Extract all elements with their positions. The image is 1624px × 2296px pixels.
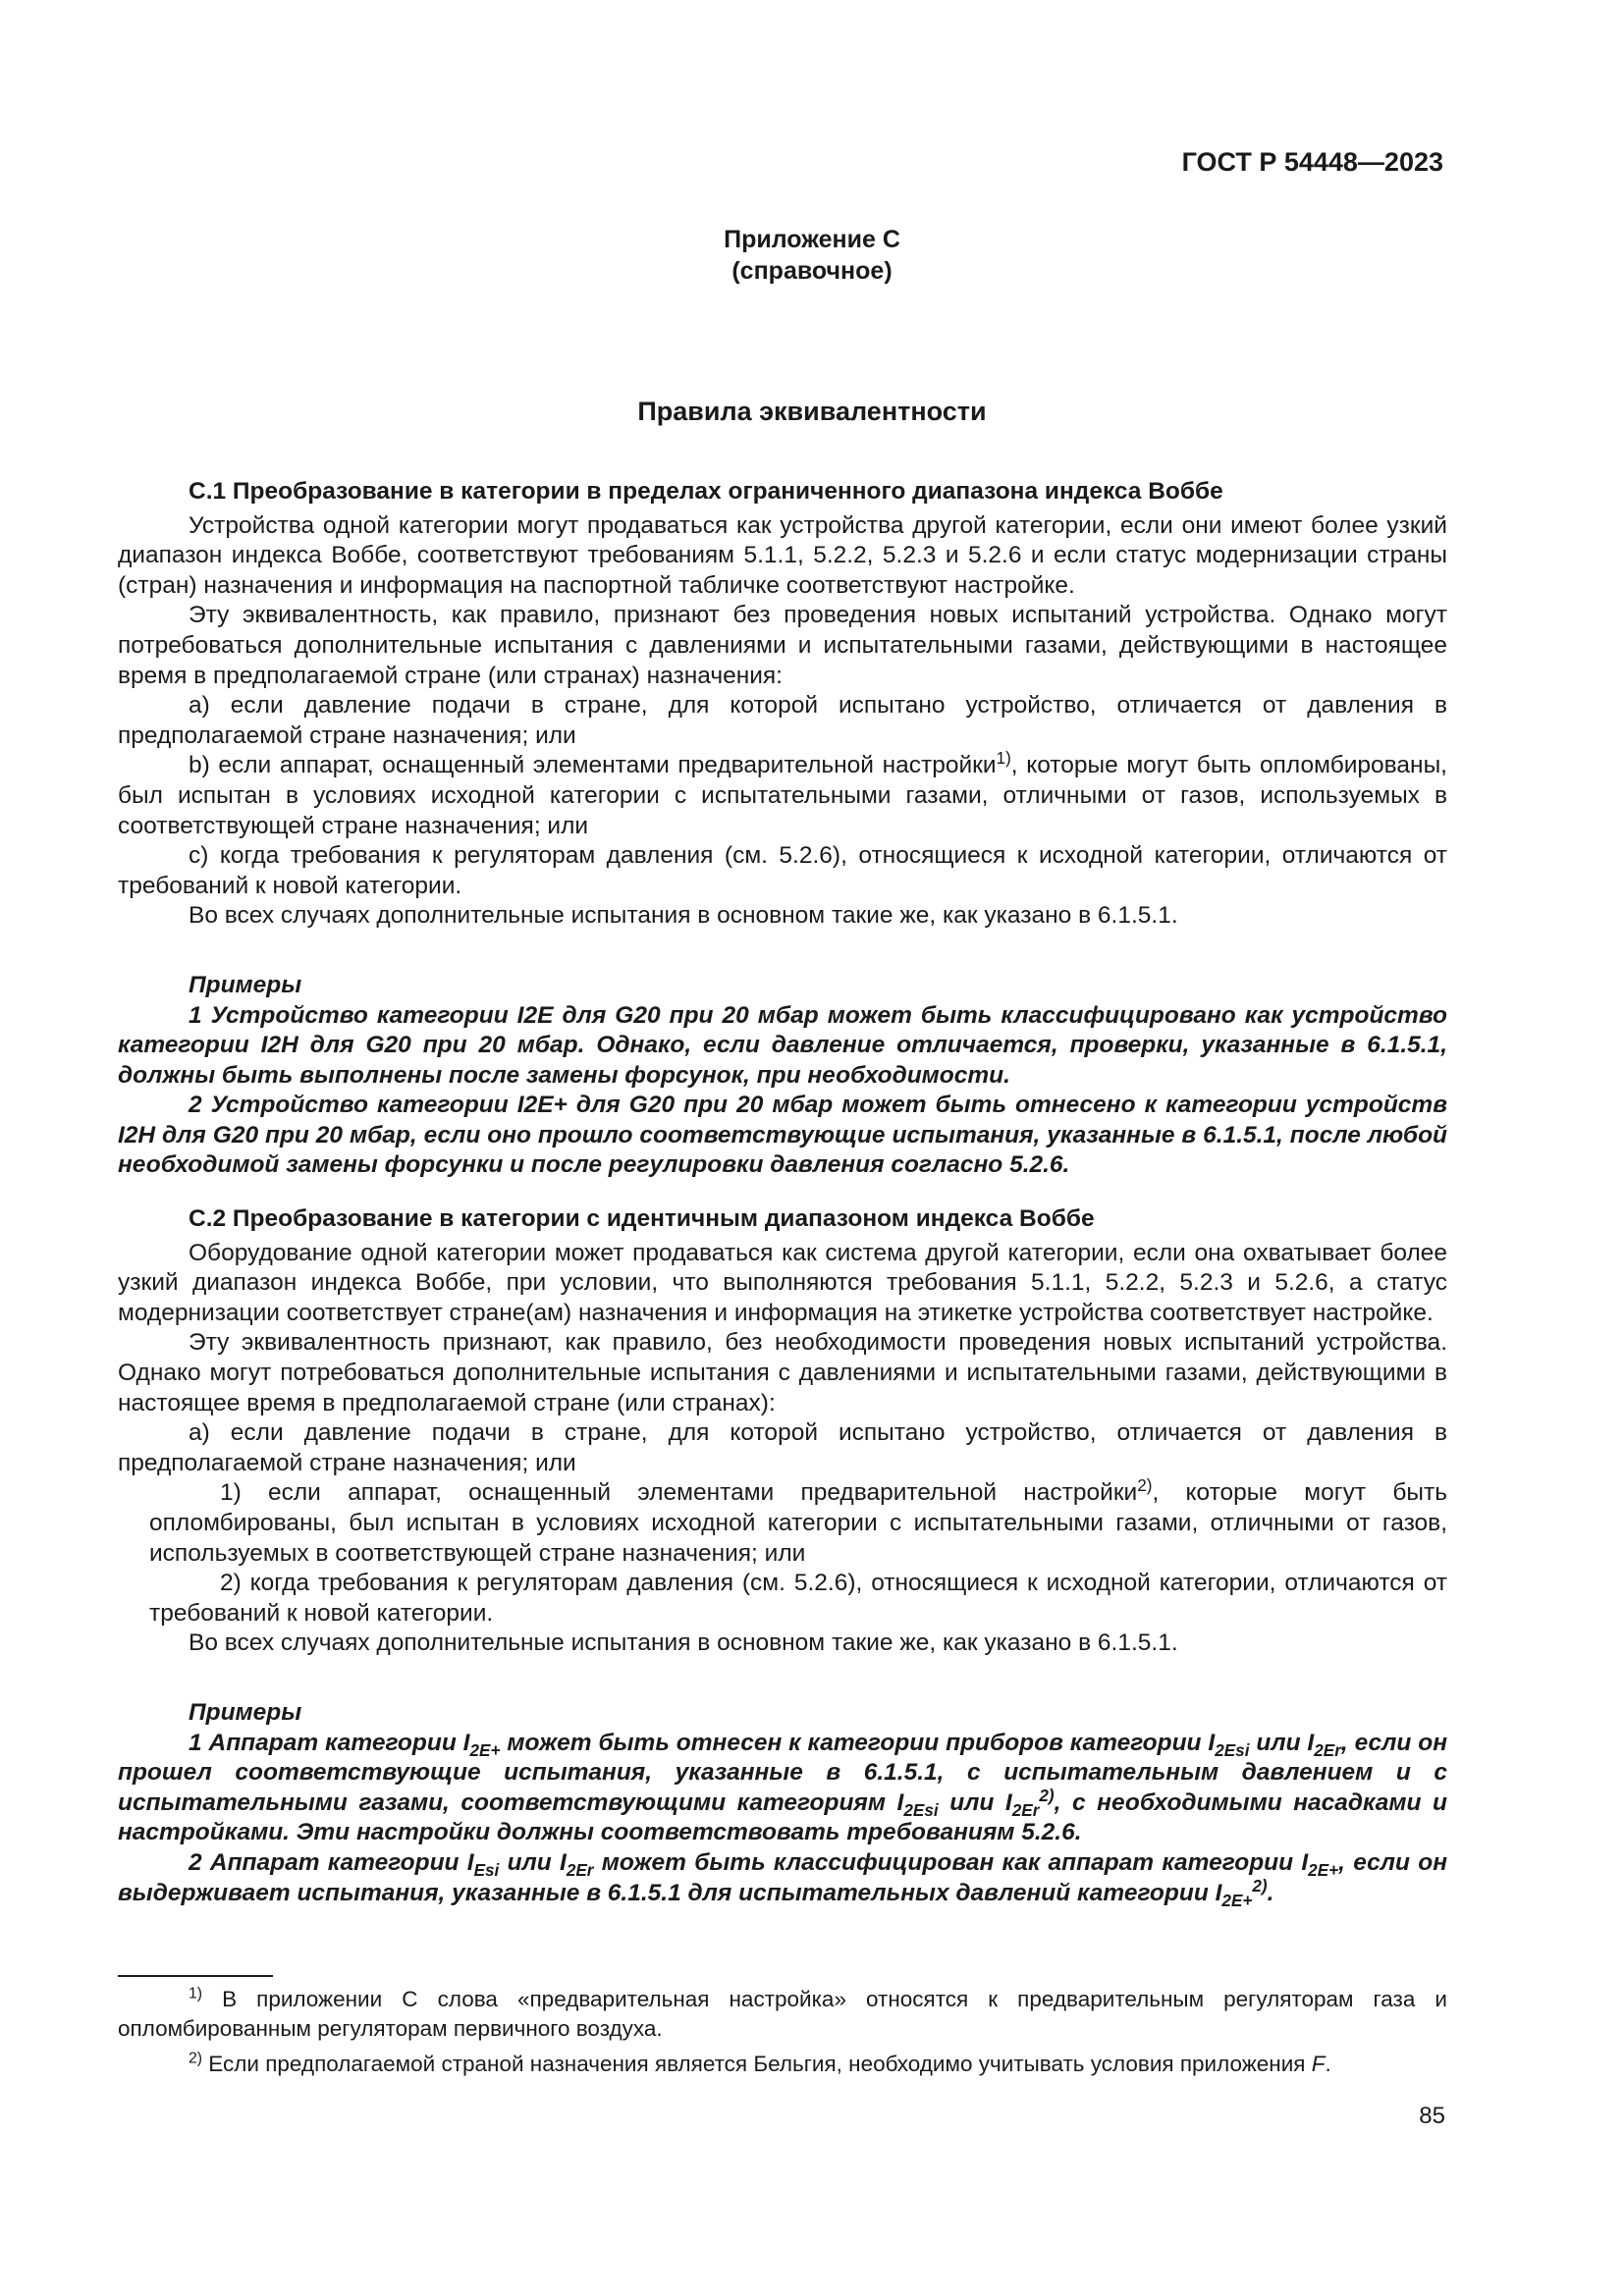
example-item: 2 Устройство категории I2E+ для G20 при 20 мбар может быть отнесено к категории устройств I2H для G20 при 20 мбар, если оно прошло соответствующие испытания, указанные в 6.1.5.1, после любой необходимой замены форсунки и после регулировки давления согласно 5.2.6. [118, 1092, 1447, 1179]
sub-list-item: 1) если аппарат, оснащенный элементами предварительной настройки$^{2)}$, которые могут быть опломбированы, был испытан в условиях исходной категории с испытательными газами, отличными от газов, используемых в соответствующей стране назначения; или [149, 1475, 1447, 1567]
page-number: 85 [1419, 2103, 1445, 2129]
footnote-ref[interactable]: 2) [1137, 1475, 1153, 1496]
annex-heading [0, 224, 1624, 287]
list-item: c) когда требования к регуляторам давления (см. 5.2.6), относящиеся к исходной категории, отличаются от требований к новой категории. [118, 842, 1447, 899]
footnote-2: $^{2)}$ Если предполагаемой страной назначения является Бельгия, необходимо учитывать условия приложения F. [189, 2050, 1331, 2076]
document-body [118, 477, 1447, 1908]
footnote-ref[interactable]: 2) [1039, 1785, 1055, 1805]
footnote-ref[interactable]: 1) [996, 748, 1011, 769]
annex-kind: (справочное) [731, 257, 893, 285]
paragraph: Устройства одной категории могут продаваться как устройства другой категории, если они имеют более узкий диапазон индекса Воббе, соответствуют требованиям 5.1.1, 5.2.2, 5.2.3 и 5.2.6 и если статус модернизации страны (стран) назначения и информация на паспортной табличке соответствуют настройке. [118, 511, 1447, 599]
examples-heading: Примеры [189, 971, 302, 998]
paragraph: Во всех случаях дополнительные испытания в основном такие же, как указано в 6.1.5.1. [189, 1629, 1178, 1657]
section-heading-c1: С.1 Преобразование в категории в пределах ограниченного диапазона индекса Воббе [189, 478, 1223, 505]
annex-label: Приложение С [724, 226, 900, 253]
list-item: a) если давление подачи в стране, для которой испытано устройство, отличается от давления в предполагаемой стране назначения; или [118, 692, 1447, 749]
section-heading-c2: С.2 Преобразование в категории с идентичным диапазоном индекса Воббе [189, 1205, 1095, 1233]
footnote-1: $^{1)}$ В приложении С слова «предварительная настройка» относятся к предварительным регуляторам газа и опломбированным регуляторам первичного воздуха. [118, 1985, 1447, 2041]
page-title: Правила эквивалентности [637, 397, 987, 426]
example-item: 1 Аппарат категории $I_{2E+}$ может быть отнесен к категории приборов категории $I_{2Esi}$ или $I_{2Er}$, если он прошел соответствующие испытания, указанные в 6.1.5.1, с испытательным давлением и с испытательными газами, соответствующими категориям $I_{2Esi}$ или $I_{2Er}^{2)}$, с необходимыми насадками и настройками. Эти настройки должны соответствовать требованиям 5.2.6. [118, 1729, 1448, 1846]
list-item: a) если давление подачи в стране, для которой испытано устройство, отличается от давления в предполагаемой стране назначения; или [118, 1419, 1447, 1476]
document-id: ГОСТ Р 54448—2023 [1181, 147, 1443, 177]
list-item: b) если аппарат, оснащенный элементами предварительной настройки$^{1)}$, которые могут быть опломбированы, был испытан в условиях исходной категории с испытательными газами, отличными от газов, используемых в соответствующей стране назначения; или [118, 748, 1447, 839]
footnote-ref[interactable]: 2) [1252, 1875, 1268, 1896]
paragraph: Оборудование одной категории может продаваться как система другой категории, если она охватывает более узкий диапазон индекса Воббе, при условии, что выполняются требования 5.1.1, 5.2.2, 5.2.3 и 5.2.6, а статус модернизации соответствует стране(ам) назначения и информация на этикетке устройства соответствует настройке. [118, 1239, 1447, 1326]
sub-list-item: 2) когда требования к регуляторам давления (см. 5.2.6), относящиеся к исходной категории, отличаются от требований к новой категории. [149, 1570, 1447, 1627]
paragraph: Эту эквивалентность признают, как правило, без необходимости проведения новых испытаний устройства. Однако могут потребоваться дополнительные испытания с давлениями и испытательными газами, действующими в настоящее время в предполагаемой стране (или странах): [118, 1329, 1447, 1416]
example-item: 2 Аппарат категории $I_{Esi}$ или $I_{2Er}$ может быть классифицирован как аппарат категории $I_{2E+}$, если он выдерживает испытания, указанные в 6.1.5.1 для испытательных давлений категории $I_{2E+}^{2)}$. [118, 1848, 1447, 1910]
footnotes [118, 1985, 1447, 2085]
paragraph: Эту эквивалентность, как правило, признают без проведения новых испытаний устройства. Однако могут потребоваться дополнительные испытания с давлениями и испытательными газами, действующими в настоящее время в предполагаемой стране (или странах) назначения: [118, 602, 1447, 689]
examples-heading: Примеры [189, 1698, 302, 1726]
example-item: 1 Устройство категории I2E для G20 при 20 мбар может быть классифицировано как устройство категории I2H для G20 при 20 мбар. Однако, если давление отличается, проверки, указанные в 6.1.5.1, должны быть выполнены после замены форсунок, при необходимости. [118, 1001, 1447, 1089]
paragraph: Во всех случаях дополнительные испытания в основном такие же, как указано в 6.1.5.1. [189, 902, 1178, 930]
footnote-divider [118, 1975, 273, 1977]
